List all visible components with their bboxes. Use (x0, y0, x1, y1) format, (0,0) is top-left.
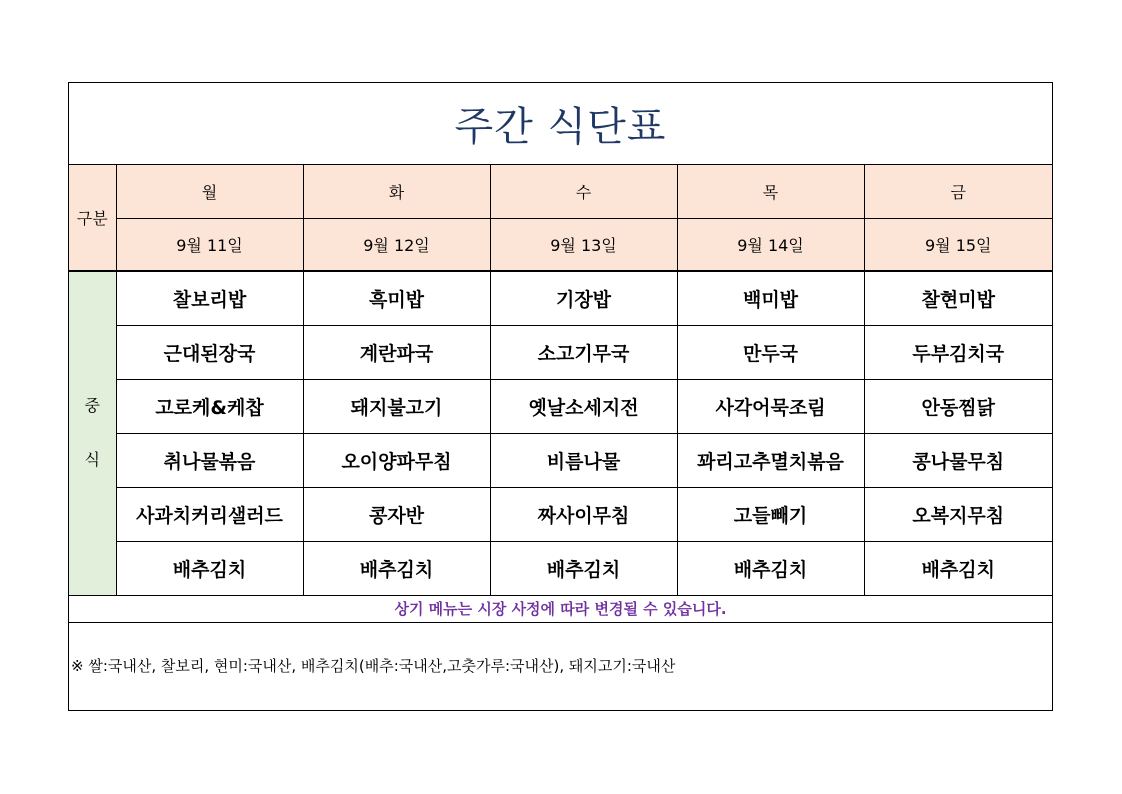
lunch-label (69, 271, 116, 595)
menu-table (69, 165, 1052, 596)
menu-cell: 고로케&케찹 (116, 379, 303, 433)
menu-cell: 두부김치국 (864, 325, 1052, 379)
menu-row (69, 325, 1052, 379)
menu-row (69, 271, 1052, 325)
page-title: 주간 식단표 (454, 104, 667, 150)
menu-row (69, 433, 1052, 487)
menu-cell: 돼지불고기 (303, 379, 490, 433)
menu-change-notice: 상기 메뉴는 시장 사정에 따라 변경될 수 있습니다. (394, 600, 727, 618)
menu-cell: 배추김치 (864, 541, 1052, 595)
menu-cell: 사과치커리샐러드 (116, 487, 303, 541)
category-label: 구분 (69, 165, 116, 271)
menu-cell: 옛날소세지전 (490, 379, 677, 433)
menu-cell: 기장밥 (490, 271, 677, 325)
menu-cell: 오이양파무침 (303, 433, 490, 487)
menu-cell: 흑미밥 (303, 271, 490, 325)
date-tue: 9월 12일 (303, 218, 490, 271)
day-fri: 금 (864, 165, 1052, 218)
lunch-label-line1: 중 (84, 396, 100, 416)
menu-row (69, 487, 1052, 541)
origin-statement: ※ 쌀:국내산, 찰보리, 현미:국내산, 배추김치(배추:국내산,고춧가루:국내산), 돼지고기:국내산 (71, 657, 676, 675)
menu-cell: 비름나물 (490, 433, 677, 487)
menu-cell: 콩자반 (303, 487, 490, 541)
menu-row (69, 541, 1052, 595)
menu-cell: 콩나물무침 (864, 433, 1052, 487)
menu-cell: 배추김치 (677, 541, 864, 595)
day-header-row (69, 165, 1052, 218)
menu-cell: 배추김치 (116, 541, 303, 595)
menu-cell: 배추김치 (490, 541, 677, 595)
day-thu: 목 (677, 165, 864, 218)
day-tue: 화 (303, 165, 490, 218)
menu-cell: 찰현미밥 (864, 271, 1052, 325)
notice-row (69, 595, 1052, 623)
title-row (69, 83, 1052, 165)
date-wed: 9월 13일 (490, 218, 677, 271)
menu-cell: 찰보리밥 (116, 271, 303, 325)
menu-cell: 고들빼기 (677, 487, 864, 541)
menu-cell: 오복지무침 (864, 487, 1052, 541)
menu-cell: 백미밥 (677, 271, 864, 325)
lunch-label-line2: 식 (84, 450, 100, 470)
menu-cell: 짜사이무침 (490, 487, 677, 541)
menu-cell: 사각어묵조림 (677, 379, 864, 433)
menu-cell: 만두국 (677, 325, 864, 379)
day-wed: 수 (490, 165, 677, 218)
menu-row (69, 379, 1052, 433)
menu-cell: 근대된장국 (116, 325, 303, 379)
date-fri: 9월 15일 (864, 218, 1052, 271)
menu-cell: 안동찜닭 (864, 379, 1052, 433)
date-mon: 9월 11일 (116, 218, 303, 271)
menu-cell: 꽈리고추멸치볶음 (677, 433, 864, 487)
menu-cell: 계란파국 (303, 325, 490, 379)
date-header-row (69, 218, 1052, 271)
day-mon: 월 (116, 165, 303, 218)
date-thu: 9월 14일 (677, 218, 864, 271)
menu-cell: 취나물볶음 (116, 433, 303, 487)
menu-cell: 소고기무국 (490, 325, 677, 379)
meal-plan-sheet (68, 82, 1053, 711)
menu-cell: 배추김치 (303, 541, 490, 595)
